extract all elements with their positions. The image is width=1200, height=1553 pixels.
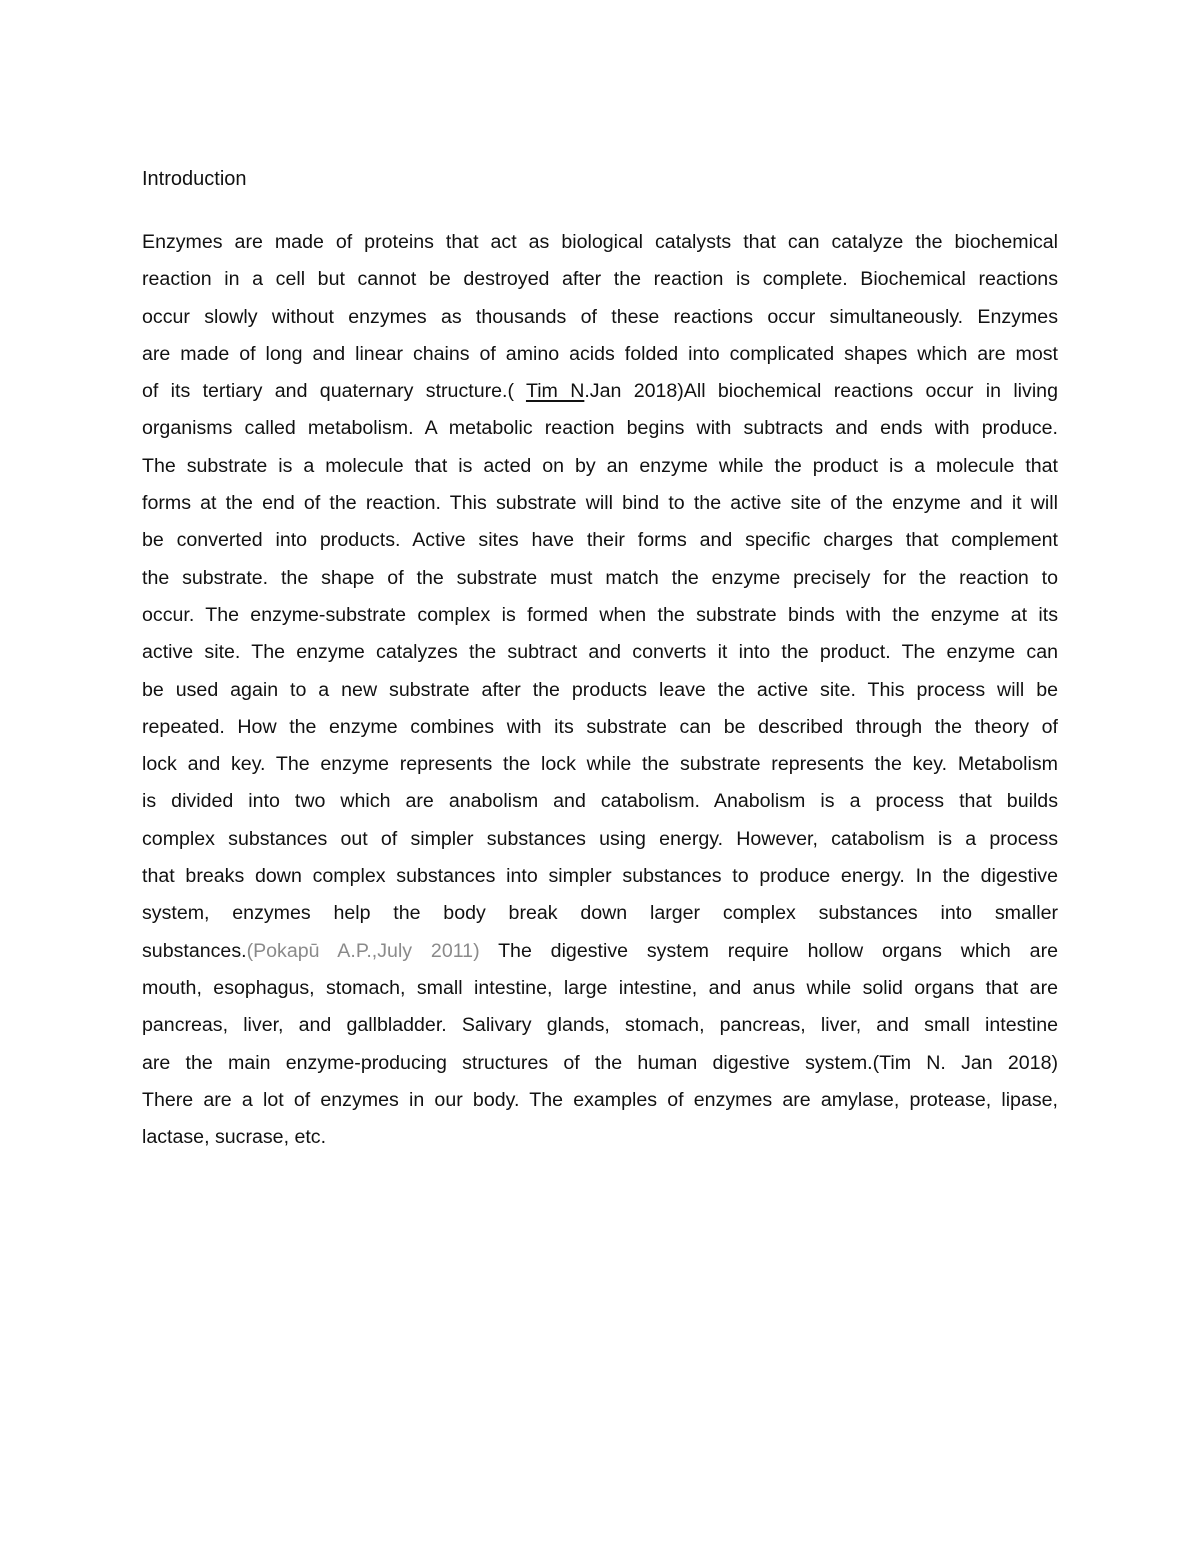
paragraph-line: active site. The enzyme catalyzes the subtract and converts it into the product. The enzyme can (142, 641, 1058, 664)
paragraph-line: The substrate is a molecule that is acted on by an enzyme while the product is a molecule that (142, 454, 1058, 477)
citation-text: (Pokapū A.P.,July 2011) (246, 939, 480, 962)
paragraph-line (142, 933, 1058, 970)
introduction-paragraph (142, 224, 1058, 1156)
paragraph-line: reaction in a cell but cannot be destroyed after the reaction is complete. Biochemical reactions (142, 268, 1058, 291)
paragraph-line: be used again to a new substrate after the products leave the active site. This process will be (142, 678, 1058, 701)
paragraph-line: are made of long and linear chains of amino acids folded into complicated shapes which are most (142, 342, 1058, 365)
paragraph-line: occur slowly without enzymes as thousands of these reactions occur simultaneously. Enzymes (142, 305, 1058, 328)
paragraph-line: forms at the end of the reaction. This substrate will bind to the active site of the enzyme and it will (142, 492, 1058, 515)
section-heading: Introduction (142, 168, 247, 190)
line-text: The digestive system require hollow organs which are (479, 939, 1058, 962)
line-text: of its tertiary and quaternary structure.( (142, 380, 526, 403)
line-text: substances. (142, 939, 247, 962)
paragraph-line: occur. The enzyme-substrate complex is formed when the substrate binds with the enzyme at its (142, 603, 1058, 626)
line-text: .Jan 2018)All biochemical reactions occur in living (584, 380, 1058, 403)
paragraph-line: is divided into two which are anabolism and catabolism. Anabolism is a process that builds (142, 790, 1058, 813)
paragraph-line: are the main enzyme-producing structures of the human digestive system.(Tim N. Jan 2018) (142, 1051, 1058, 1074)
paragraph-line (142, 373, 1058, 410)
paragraph-line: There are a lot of enzymes in our body. The examples of enzymes are amylase, protease, lipase, (142, 1088, 1058, 1111)
paragraph-line: that breaks down complex substances into simpler substances to produce energy. In the digestive (142, 865, 1058, 888)
paragraph-line: be converted into products. Active sites have their forms and specific charges that complement (142, 529, 1058, 552)
paragraph-line: system, enzymes help the body break down larger complex substances into smaller (142, 902, 1058, 925)
paragraph-line: complex substances out of simpler substances using energy. However, catabolism is a process (142, 827, 1058, 850)
paragraph-line: mouth, esophagus, stomach, small intestine, large intestine, and anus while solid organs that are (142, 976, 1058, 999)
citation-link[interactable]: Tim N (525, 380, 585, 403)
paragraph-line: lactase, sucrase, etc. (142, 1126, 327, 1149)
paragraph-line: pancreas, liver, and gallbladder. Salivary glands, stomach, pancreas, liver, and small intestine (142, 1014, 1058, 1037)
paragraph-line: organisms called metabolism. A metabolic reaction begins with subtracts and ends with produce. (142, 417, 1058, 440)
paragraph-line: the substrate. the shape of the substrate must match the enzyme precisely for the reaction to (142, 566, 1058, 589)
paragraph-line: Enzymes are made of proteins that act as biological catalysts that can catalyze the biochemical (142, 231, 1058, 253)
paragraph-line: repeated. How the enzyme combines with its substrate can be described through the theory of (142, 715, 1058, 738)
paragraph-line: lock and key. The enzyme represents the lock while the substrate represents the key. Metabolism (142, 753, 1058, 776)
